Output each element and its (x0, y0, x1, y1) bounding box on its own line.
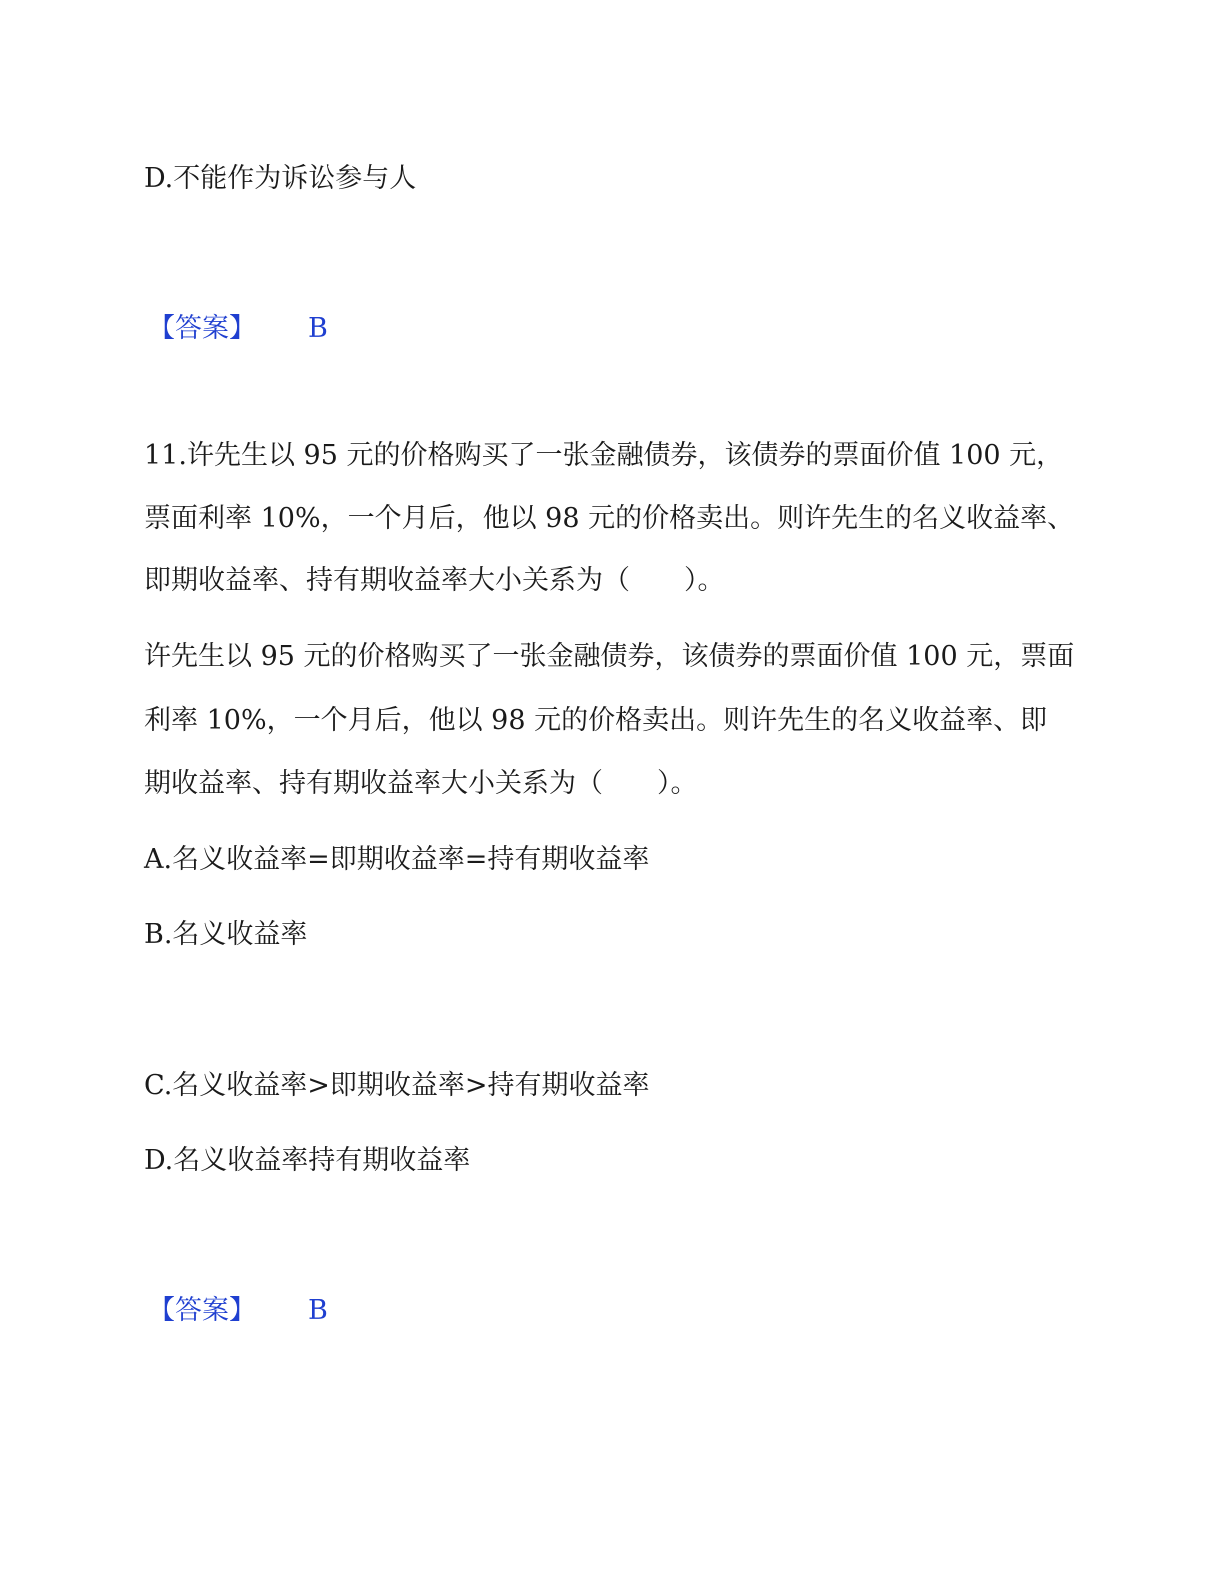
answer-value: B (308, 313, 328, 344)
answer-label: 【答案】 (148, 313, 256, 344)
question-repeat-line-3: 期收益率、持有期收益率大小关系为（ ）。 (144, 768, 698, 799)
option-d: D.名义收益率持有期收益率 (144, 1145, 471, 1176)
answer-value: B (308, 1295, 328, 1326)
prev-answer (148, 311, 328, 347)
prev-option-d: D.不能作为诉讼参与人 (144, 163, 417, 194)
option-a: A.名义收益率=即期收益率=持有期收益率 (144, 844, 650, 875)
question-repeat-line-1: 许先生以 95 元的价格购买了一张金融债券，该债券的票面价值 100 元，票面 (144, 641, 1075, 672)
option-b: B.名义收益率 (144, 919, 308, 950)
question-repeat-line-2: 利率 10%，一个月后，他以 98 元的价格卖出。则许先生的名义收益率、即 (144, 705, 1048, 736)
question-answer (148, 1293, 328, 1329)
answer-label: 【答案】 (148, 1295, 256, 1326)
option-c: C.名义收益率>即期收益率>持有期收益率 (144, 1070, 650, 1101)
question-stem-line-2: 票面利率 10%，一个月后，他以 98 元的价格卖出。则许先生的名义收益率、 (144, 503, 1075, 534)
question-stem-line-3: 即期收益率、持有期收益率大小关系为（ ）。 (144, 565, 725, 596)
question-stem-line-1: 11.许先生以 95 元的价格购买了一张金融债券，该债券的票面价值 100 元， (144, 440, 1064, 471)
